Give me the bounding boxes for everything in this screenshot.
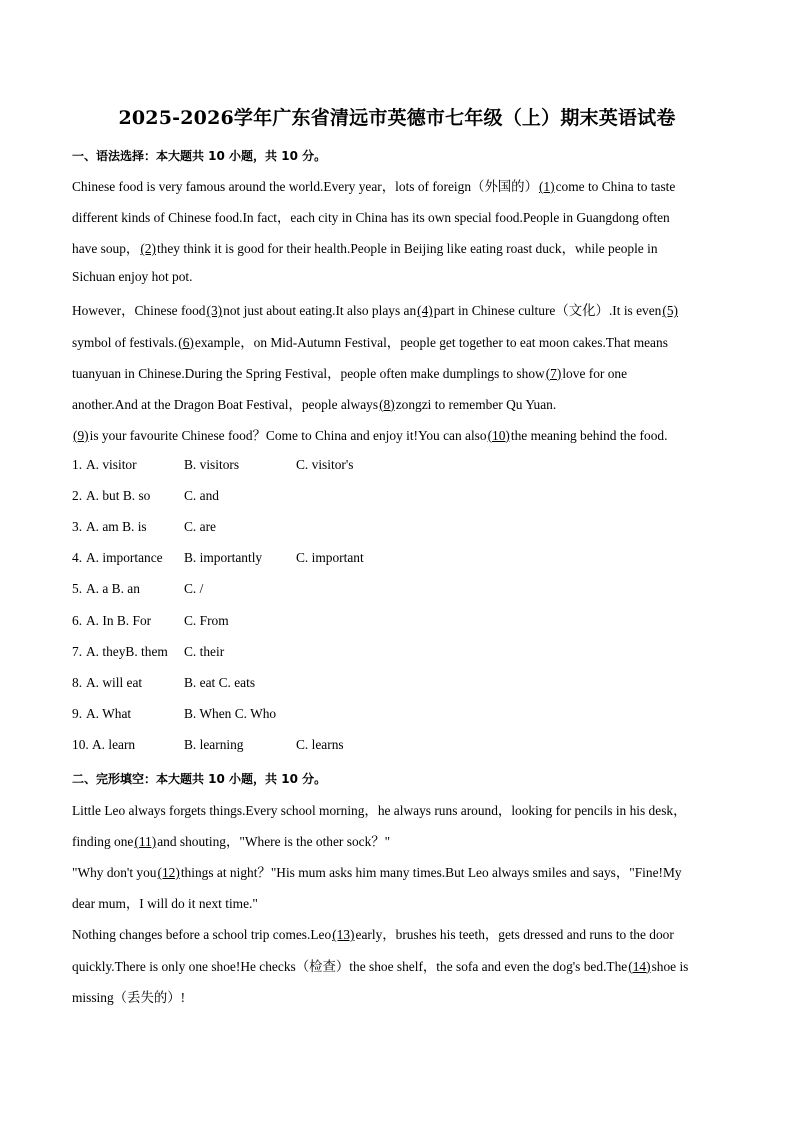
section-1-passage-line — [72, 394, 732, 413]
section-1-passage-line — [72, 300, 732, 319]
question-number: 6. — [72, 612, 83, 628]
section-2-heading: 二、完形填空：本大题共 10 小题，共 10 分。 — [72, 772, 327, 786]
section-2-passage-line — [72, 893, 732, 912]
option-b: B. importantly — [184, 550, 263, 566]
passage-text: "Why don't you — [72, 865, 157, 881]
passage-text: love for one — [562, 365, 628, 381]
option-c: C. learns — [296, 736, 344, 752]
passage-text: Little Leo always forgets things.Every school morning，he always runs around，looking for pencils in his desk， — [72, 803, 687, 818]
passage-text: part in Chinese culture（文化）.It is even — [433, 303, 662, 319]
option-b: C. their — [184, 643, 225, 659]
option-b: C. From — [184, 612, 229, 628]
question-number: 7. — [72, 643, 83, 659]
answer-blank: (7) — [545, 365, 562, 381]
option-c: C. visitor's — [296, 457, 354, 472]
passage-text: symbol of festivals. — [72, 334, 178, 350]
option-b: C. are — [184, 519, 216, 535]
option-a: A. will eat — [86, 674, 143, 690]
answer-blank: (6) — [178, 334, 194, 350]
section-2-passage-line — [72, 862, 732, 881]
answer-blank: (14) — [628, 958, 651, 974]
section-2-passage-line — [72, 987, 732, 1006]
answer-blank: (2) — [140, 241, 156, 257]
section-1-passage-line — [72, 238, 732, 257]
question-number: 1. — [72, 457, 83, 472]
passage-text: early，brushes his teeth，gets dressed and runs to the door — [355, 927, 674, 943]
option-a: A. but B. so — [86, 488, 151, 504]
question-number: 3. — [72, 519, 83, 535]
section-2-passage-line — [72, 800, 732, 819]
passage-text: the meaning behind the food. — [510, 427, 668, 443]
question-number: 8. — [72, 674, 83, 690]
option-b: C. / — [184, 581, 204, 597]
passage-text: and shouting，"Where is the other sock？" — [157, 834, 391, 850]
answer-blank: (13) — [332, 927, 355, 943]
answer-blank: (4) — [417, 303, 433, 319]
passage-text: tuanyuan in Chinese.During the Spring Festival，people often make dumplings to show — [72, 365, 545, 381]
answer-blank: (3) — [206, 303, 223, 319]
option-a: A. theyB. them — [86, 643, 168, 659]
answer-blank: (10) — [487, 427, 510, 443]
passage-text: is your favourite Chinese food？Come to China and enjoy it!You can also — [89, 427, 487, 443]
passage-text: different kinds of Chinese food.In fact，each city in China has its own special food.People in Guangdong often — [72, 210, 670, 226]
question-number: 10. — [72, 736, 89, 752]
option-a: A. a B. an — [86, 581, 140, 597]
section-1-passage-line — [72, 332, 732, 351]
option-b: C. and — [184, 488, 219, 504]
passage-text: missing（丢失的）! — [72, 989, 186, 1005]
passage-text: Nothing changes before a school trip comes.Leo — [72, 927, 332, 943]
section-1-passage-line — [72, 425, 732, 444]
option-a: A. visitor — [86, 457, 137, 472]
question-number: 2. — [72, 488, 83, 504]
question-number: 5. — [72, 581, 83, 597]
passage-text: they think it is good for their health.People in Beijing like eating roast duck，while people in — [156, 241, 658, 257]
answer-blank: (12) — [157, 865, 180, 881]
passage-text: another.And at the Dragon Boat Festival，people always — [72, 396, 379, 412]
option-b: B. learning — [184, 736, 244, 752]
passage-text: However，Chinese food — [72, 303, 206, 319]
passage-text: not just about eating.It also plays an — [223, 303, 417, 319]
option-b: B. When C. Who — [184, 705, 277, 721]
option-a: A. am B. is — [86, 519, 147, 535]
option-b: B. visitors — [184, 457, 240, 472]
passage-text: dear mum，I will do it next time." — [72, 896, 258, 912]
answer-blank: (5) — [662, 303, 678, 319]
question-number: 9. — [72, 705, 83, 721]
option-a: A. What — [86, 705, 132, 721]
option-a: A. In B. For — [86, 612, 152, 628]
option-c: C. important — [296, 550, 364, 566]
section-1-passage-line — [72, 207, 732, 226]
section-1-passage-line — [72, 176, 732, 195]
answer-blank: (8) — [379, 396, 395, 412]
section-1-passage-line — [72, 363, 732, 382]
passage-text: Sichuan enjoy hot pot. — [72, 269, 193, 285]
passage-text: Chinese food is very famous around the world.Every year，lots of foreign（外国的） — [72, 179, 538, 194]
section-2-passage-line — [72, 956, 732, 975]
answer-blank: (1) — [538, 179, 555, 194]
passage-text: come to China to taste — [555, 179, 676, 194]
passage-text: things at night？"His mum asks him many times.But Leo always smiles and says，"Fine!My — [180, 865, 682, 881]
passage-text: example，on Mid-Autumn Festival，people get together to eat moon cakes.That means — [194, 334, 668, 350]
passage-text: have soup， — [72, 241, 140, 257]
answer-blank: (11) — [134, 834, 157, 850]
passage-text: shoe is — [651, 958, 689, 974]
section-1-heading: 一、语法选择：本大题共 10 小题，共 10 分。 — [72, 149, 327, 163]
option-b: B. eat C. eats — [184, 674, 256, 690]
answer-blank: (9) — [73, 427, 89, 443]
section-1-passage-line — [72, 269, 732, 285]
page-title: 2025-2026学年广东省清远市英德市七年级（上）期末英语试卷 — [118, 107, 676, 129]
passage-text: quickly.There is only one shoe!He checks（检查）the shoe shelf，the sofa and even the dog's bed.The — [72, 958, 628, 974]
question-number: 4. — [72, 550, 83, 566]
option-a: A. importance — [86, 550, 163, 566]
option-a: A. learn — [92, 736, 136, 752]
section-2-passage-line — [72, 831, 732, 850]
passage-text: finding one — [72, 834, 134, 850]
section-2-passage-line — [72, 924, 732, 943]
passage-text: zongzi to remember Qu Yuan. — [395, 396, 557, 412]
